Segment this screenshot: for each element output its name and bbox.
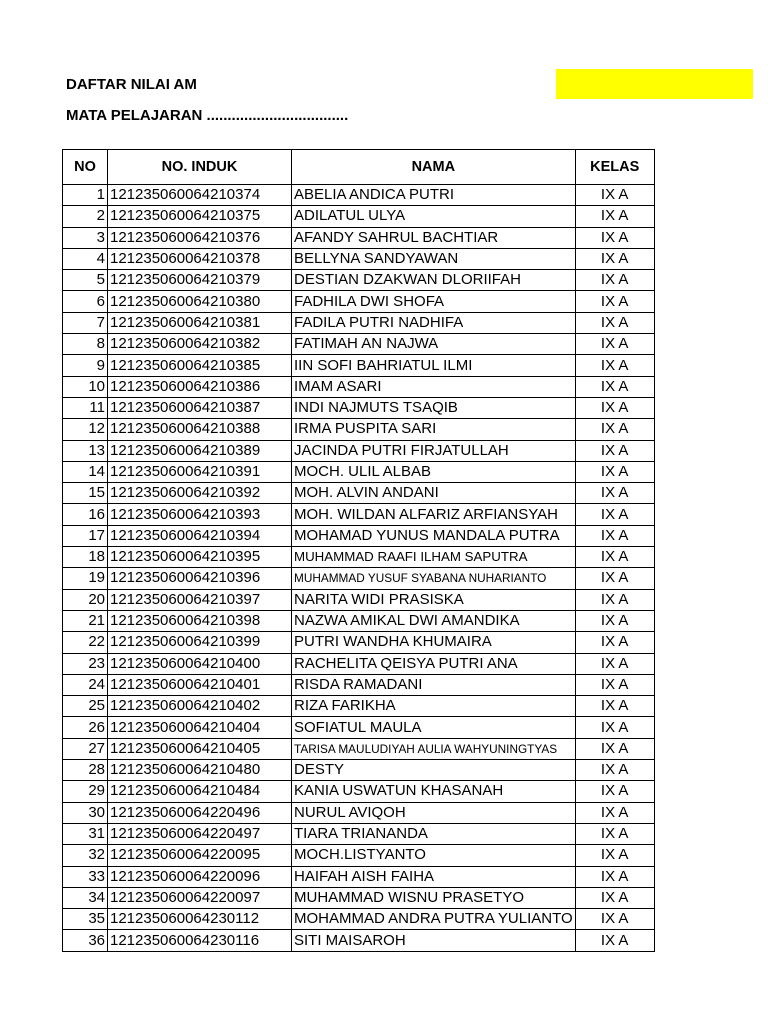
- cell-no-induk[interactable]: 121235060064230112: [108, 909, 292, 930]
- cell-no-induk[interactable]: 121235060064210387: [108, 397, 292, 418]
- cell-nama[interactable]: MOCH. ULIL ALBAB: [292, 461, 576, 482]
- table-row: [63, 845, 655, 866]
- cell-kelas[interactable]: IX A: [575, 227, 654, 248]
- table-row: [63, 653, 655, 674]
- cell-nama[interactable]: ADILATUL ULYA: [292, 206, 576, 227]
- cell-no[interactable]: 36: [63, 930, 108, 951]
- grade-table: [62, 149, 655, 952]
- cell-no-induk[interactable]: 121235060064210378: [108, 248, 292, 269]
- cell-kelas[interactable]: IX A: [575, 440, 654, 461]
- cell-no[interactable]: 21: [63, 610, 108, 631]
- table-row: [63, 334, 655, 355]
- cell-no-induk[interactable]: 121235060064210395: [108, 547, 292, 568]
- table-row: [63, 823, 655, 844]
- table-row: [63, 568, 655, 589]
- cell-no[interactable]: 13: [63, 440, 108, 461]
- table-row: [63, 461, 655, 482]
- cell-kelas[interactable]: IX A: [575, 291, 654, 312]
- cell-no[interactable]: 25: [63, 696, 108, 717]
- cell-kelas[interactable]: IX A: [575, 248, 654, 269]
- cell-no-induk[interactable]: 121235060064210484: [108, 781, 292, 802]
- cell-no[interactable]: 34: [63, 887, 108, 908]
- table-row: [63, 419, 655, 440]
- cell-no-induk[interactable]: 121235060064210397: [108, 589, 292, 610]
- cell-kelas[interactable]: IX A: [575, 738, 654, 759]
- cell-no[interactable]: 31: [63, 823, 108, 844]
- cell-no[interactable]: 27: [63, 738, 108, 759]
- column-header-no[interactable]: NO: [63, 150, 108, 185]
- cell-no[interactable]: 26: [63, 717, 108, 738]
- cell-kelas[interactable]: IX A: [575, 525, 654, 546]
- column-header-no-induk[interactable]: NO. INDUK: [108, 150, 292, 185]
- cell-kelas[interactable]: IX A: [575, 547, 654, 568]
- column-header-nama[interactable]: NAMA: [292, 150, 576, 185]
- table-row: [63, 185, 655, 206]
- cell-nama[interactable]: MOHAMMAD ANDRA PUTRA YULIANTO: [292, 909, 576, 930]
- cell-no[interactable]: 16: [63, 504, 108, 525]
- cell-no-induk[interactable]: 121235060064210382: [108, 334, 292, 355]
- cell-nama[interactable]: MUHAMMAD WISNU PRASETYO: [292, 887, 576, 908]
- cell-kelas[interactable]: IX A: [575, 397, 654, 418]
- table-row: [63, 312, 655, 333]
- cell-nama[interactable]: NAZWA AMIKAL DWI AMANDIKA: [292, 610, 576, 631]
- cell-no-induk[interactable]: 121235060064230116: [108, 930, 292, 951]
- cell-no[interactable]: 6: [63, 291, 108, 312]
- cell-no-induk[interactable]: 121235060064210389: [108, 440, 292, 461]
- cell-kelas[interactable]: IX A: [575, 270, 654, 291]
- cell-nama[interactable]: FADHILA DWI SHOFA: [292, 291, 576, 312]
- cell-nama[interactable]: BELLYNA SANDYAWAN: [292, 248, 576, 269]
- cell-kelas[interactable]: IX A: [575, 312, 654, 333]
- cell-nama[interactable]: IRMA PUSPITA SARI: [292, 419, 576, 440]
- cell-no[interactable]: 9: [63, 355, 108, 376]
- cell-nama[interactable]: RIZA FARIKHA: [292, 696, 576, 717]
- cell-no-induk[interactable]: 121235060064210396: [108, 568, 292, 589]
- cell-nama[interactable]: SITI MAISAROH: [292, 930, 576, 951]
- cell-kelas[interactable]: IX A: [575, 781, 654, 802]
- cell-kelas[interactable]: IX A: [575, 802, 654, 823]
- cell-no-induk[interactable]: 121235060064210385: [108, 355, 292, 376]
- cell-no-induk[interactable]: 121235060064220096: [108, 866, 292, 887]
- cell-no-induk[interactable]: 121235060064210379: [108, 270, 292, 291]
- cell-no-induk[interactable]: 121235060064210400: [108, 653, 292, 674]
- cell-no[interactable]: 5: [63, 270, 108, 291]
- cell-nama[interactable]: RACHELITA QEISYA PUTRI ANA: [292, 653, 576, 674]
- table-row: [63, 738, 655, 759]
- table-row: [63, 866, 655, 887]
- cell-no[interactable]: 11: [63, 397, 108, 418]
- cell-kelas[interactable]: IX A: [575, 206, 654, 227]
- cell-no[interactable]: 29: [63, 781, 108, 802]
- cell-kelas[interactable]: IX A: [575, 845, 654, 866]
- table-row: [63, 397, 655, 418]
- cell-no[interactable]: 3: [63, 227, 108, 248]
- table-row: [63, 206, 655, 227]
- cell-no[interactable]: 8: [63, 334, 108, 355]
- table-row: [63, 802, 655, 823]
- column-header-kelas[interactable]: KELAS: [575, 150, 654, 185]
- cell-no-induk[interactable]: 121235060064220496: [108, 802, 292, 823]
- cell-nama[interactable]: DESTY: [292, 760, 576, 781]
- cell-kelas[interactable]: IX A: [575, 483, 654, 504]
- subject-line: MATA PELAJARAN ..................................: [66, 107, 349, 124]
- cell-kelas[interactable]: IX A: [575, 930, 654, 951]
- cell-no[interactable]: 14: [63, 461, 108, 482]
- cell-kelas[interactable]: IX A: [575, 185, 654, 206]
- cell-no[interactable]: 33: [63, 866, 108, 887]
- cell-kelas[interactable]: IX A: [575, 653, 654, 674]
- cell-kelas[interactable]: IX A: [575, 610, 654, 631]
- cell-nama[interactable]: FADILA PUTRI NADHIFA: [292, 312, 576, 333]
- table-header-row: [63, 150, 655, 185]
- cell-kelas[interactable]: IX A: [575, 866, 654, 887]
- cell-no-induk[interactable]: 121235060064210374: [108, 185, 292, 206]
- cell-no-induk[interactable]: 121235060064210376: [108, 227, 292, 248]
- cell-no[interactable]: 28: [63, 760, 108, 781]
- cell-no[interactable]: 32: [63, 845, 108, 866]
- cell-no-induk[interactable]: 121235060064210380: [108, 291, 292, 312]
- cell-no-induk[interactable]: 121235060064210401: [108, 674, 292, 695]
- cell-no-induk[interactable]: 121235060064210404: [108, 717, 292, 738]
- table-row: [63, 674, 655, 695]
- cell-no-induk[interactable]: 121235060064220095: [108, 845, 292, 866]
- cell-no-induk[interactable]: 121235060064220097: [108, 887, 292, 908]
- cell-kelas[interactable]: IX A: [575, 589, 654, 610]
- cell-nama[interactable]: RISDA RAMADANI: [292, 674, 576, 695]
- cell-kelas[interactable]: IX A: [575, 461, 654, 482]
- cell-no-induk[interactable]: 121235060064210388: [108, 419, 292, 440]
- cell-nama[interactable]: MOH. ALVIN ANDANI: [292, 483, 576, 504]
- cell-no[interactable]: 15: [63, 483, 108, 504]
- table-row: [63, 589, 655, 610]
- table-row: [63, 547, 655, 568]
- table-row: [63, 909, 655, 930]
- table-row: [63, 483, 655, 504]
- cell-no[interactable]: 2: [63, 206, 108, 227]
- highlighted-cell[interactable]: [556, 69, 753, 99]
- cell-kelas[interactable]: IX A: [575, 504, 654, 525]
- cell-nama[interactable]: JACINDA PUTRI FIRJATULLAH: [292, 440, 576, 461]
- cell-no-induk[interactable]: 121235060064210381: [108, 312, 292, 333]
- cell-no-induk[interactable]: 121235060064210399: [108, 632, 292, 653]
- table-row: [63, 376, 655, 397]
- cell-kelas[interactable]: IX A: [575, 334, 654, 355]
- cell-no-induk[interactable]: 121235060064220497: [108, 823, 292, 844]
- cell-nama[interactable]: INDI NAJMUTS TSAQIB: [292, 397, 576, 418]
- cell-kelas[interactable]: IX A: [575, 376, 654, 397]
- cell-kelas[interactable]: IX A: [575, 696, 654, 717]
- cell-no[interactable]: 22: [63, 632, 108, 653]
- cell-kelas[interactable]: IX A: [575, 717, 654, 738]
- cell-no[interactable]: 24: [63, 674, 108, 695]
- cell-no[interactable]: 30: [63, 802, 108, 823]
- cell-no-induk[interactable]: 121235060064210393: [108, 504, 292, 525]
- table-row: [63, 760, 655, 781]
- table-row: [63, 696, 655, 717]
- cell-no-induk[interactable]: 121235060064210480: [108, 760, 292, 781]
- cell-kelas[interactable]: IX A: [575, 632, 654, 653]
- table-row: [63, 887, 655, 908]
- cell-no[interactable]: 12: [63, 419, 108, 440]
- cell-nama[interactable]: AFANDY SAHRUL BACHTIAR: [292, 227, 576, 248]
- cell-kelas[interactable]: IX A: [575, 887, 654, 908]
- table-row: [63, 291, 655, 312]
- cell-nama[interactable]: HAIFAH AISH FAIHA: [292, 866, 576, 887]
- cell-nama[interactable]: DESTIAN DZAKWAN DLORIIFAH: [292, 270, 576, 291]
- cell-kelas[interactable]: IX A: [575, 909, 654, 930]
- cell-no-induk[interactable]: 121235060064210386: [108, 376, 292, 397]
- table-row: [63, 717, 655, 738]
- table-row: [63, 781, 655, 802]
- cell-no[interactable]: 17: [63, 525, 108, 546]
- table-row: [63, 632, 655, 653]
- cell-kelas[interactable]: IX A: [575, 419, 654, 440]
- cell-no-induk[interactable]: 121235060064210405: [108, 738, 292, 759]
- cell-no[interactable]: 7: [63, 312, 108, 333]
- cell-nama[interactable]: IIN SOFI BAHRIATUL ILMI: [292, 355, 576, 376]
- table-row: [63, 610, 655, 631]
- cell-kelas[interactable]: IX A: [575, 355, 654, 376]
- cell-no[interactable]: 4: [63, 248, 108, 269]
- cell-no[interactable]: 18: [63, 547, 108, 568]
- cell-no-induk[interactable]: 121235060064210402: [108, 696, 292, 717]
- cell-nama[interactable]: FATIMAH AN NAJWA: [292, 334, 576, 355]
- document-title: DAFTAR NILAI AM: [66, 76, 197, 93]
- cell-kelas[interactable]: IX A: [575, 568, 654, 589]
- cell-kelas[interactable]: IX A: [575, 823, 654, 844]
- table-row: [63, 440, 655, 461]
- table-row: [63, 227, 655, 248]
- cell-no[interactable]: 19: [63, 568, 108, 589]
- cell-no-induk[interactable]: 121235060064210375: [108, 206, 292, 227]
- cell-nama[interactable]: MUHAMMAD RAAFI ILHAM SAPUTRA: [292, 547, 576, 568]
- cell-no-induk[interactable]: 121235060064210398: [108, 610, 292, 631]
- cell-nama[interactable]: NARITA WIDI PRASISKA: [292, 589, 576, 610]
- cell-no[interactable]: 20: [63, 589, 108, 610]
- cell-kelas[interactable]: IX A: [575, 674, 654, 695]
- cell-nama[interactable]: IMAM ASARI: [292, 376, 576, 397]
- cell-no-induk[interactable]: 121235060064210391: [108, 461, 292, 482]
- cell-no[interactable]: 23: [63, 653, 108, 674]
- cell-nama[interactable]: NURUL AVIQOH: [292, 802, 576, 823]
- cell-nama[interactable]: TARISA MAULUDIYAH AULIA WAHYUNINGTYAS: [292, 738, 576, 759]
- cell-no[interactable]: 1: [63, 185, 108, 206]
- cell-no-induk[interactable]: 121235060064210392: [108, 483, 292, 504]
- cell-nama[interactable]: MOCH.LISTYANTO: [292, 845, 576, 866]
- cell-no[interactable]: 35: [63, 909, 108, 930]
- cell-nama[interactable]: TIARA TRIANANDA: [292, 823, 576, 844]
- cell-no-induk[interactable]: 121235060064210394: [108, 525, 292, 546]
- table-row: [63, 355, 655, 376]
- table-row: [63, 525, 655, 546]
- table-row: [63, 504, 655, 525]
- cell-nama[interactable]: SOFIATUL MAULA: [292, 717, 576, 738]
- cell-nama[interactable]: MOHAMAD YUNUS MANDALA PUTRA: [292, 525, 576, 546]
- cell-nama[interactable]: KANIA USWATUN KHASANAH: [292, 781, 576, 802]
- table-row: [63, 270, 655, 291]
- table-row: [63, 930, 655, 951]
- cell-kelas[interactable]: IX A: [575, 760, 654, 781]
- cell-nama[interactable]: MOH. WILDAN ALFARIZ ARFIANSYAH: [292, 504, 576, 525]
- cell-no[interactable]: 10: [63, 376, 108, 397]
- table-row: [63, 248, 655, 269]
- cell-nama[interactable]: ABELIA ANDICA PUTRI: [292, 185, 576, 206]
- cell-nama[interactable]: PUTRI WANDHA KHUMAIRA: [292, 632, 576, 653]
- cell-nama[interactable]: MUHAMMAD YUSUF SYABANA NUHARIANTO: [292, 568, 576, 589]
